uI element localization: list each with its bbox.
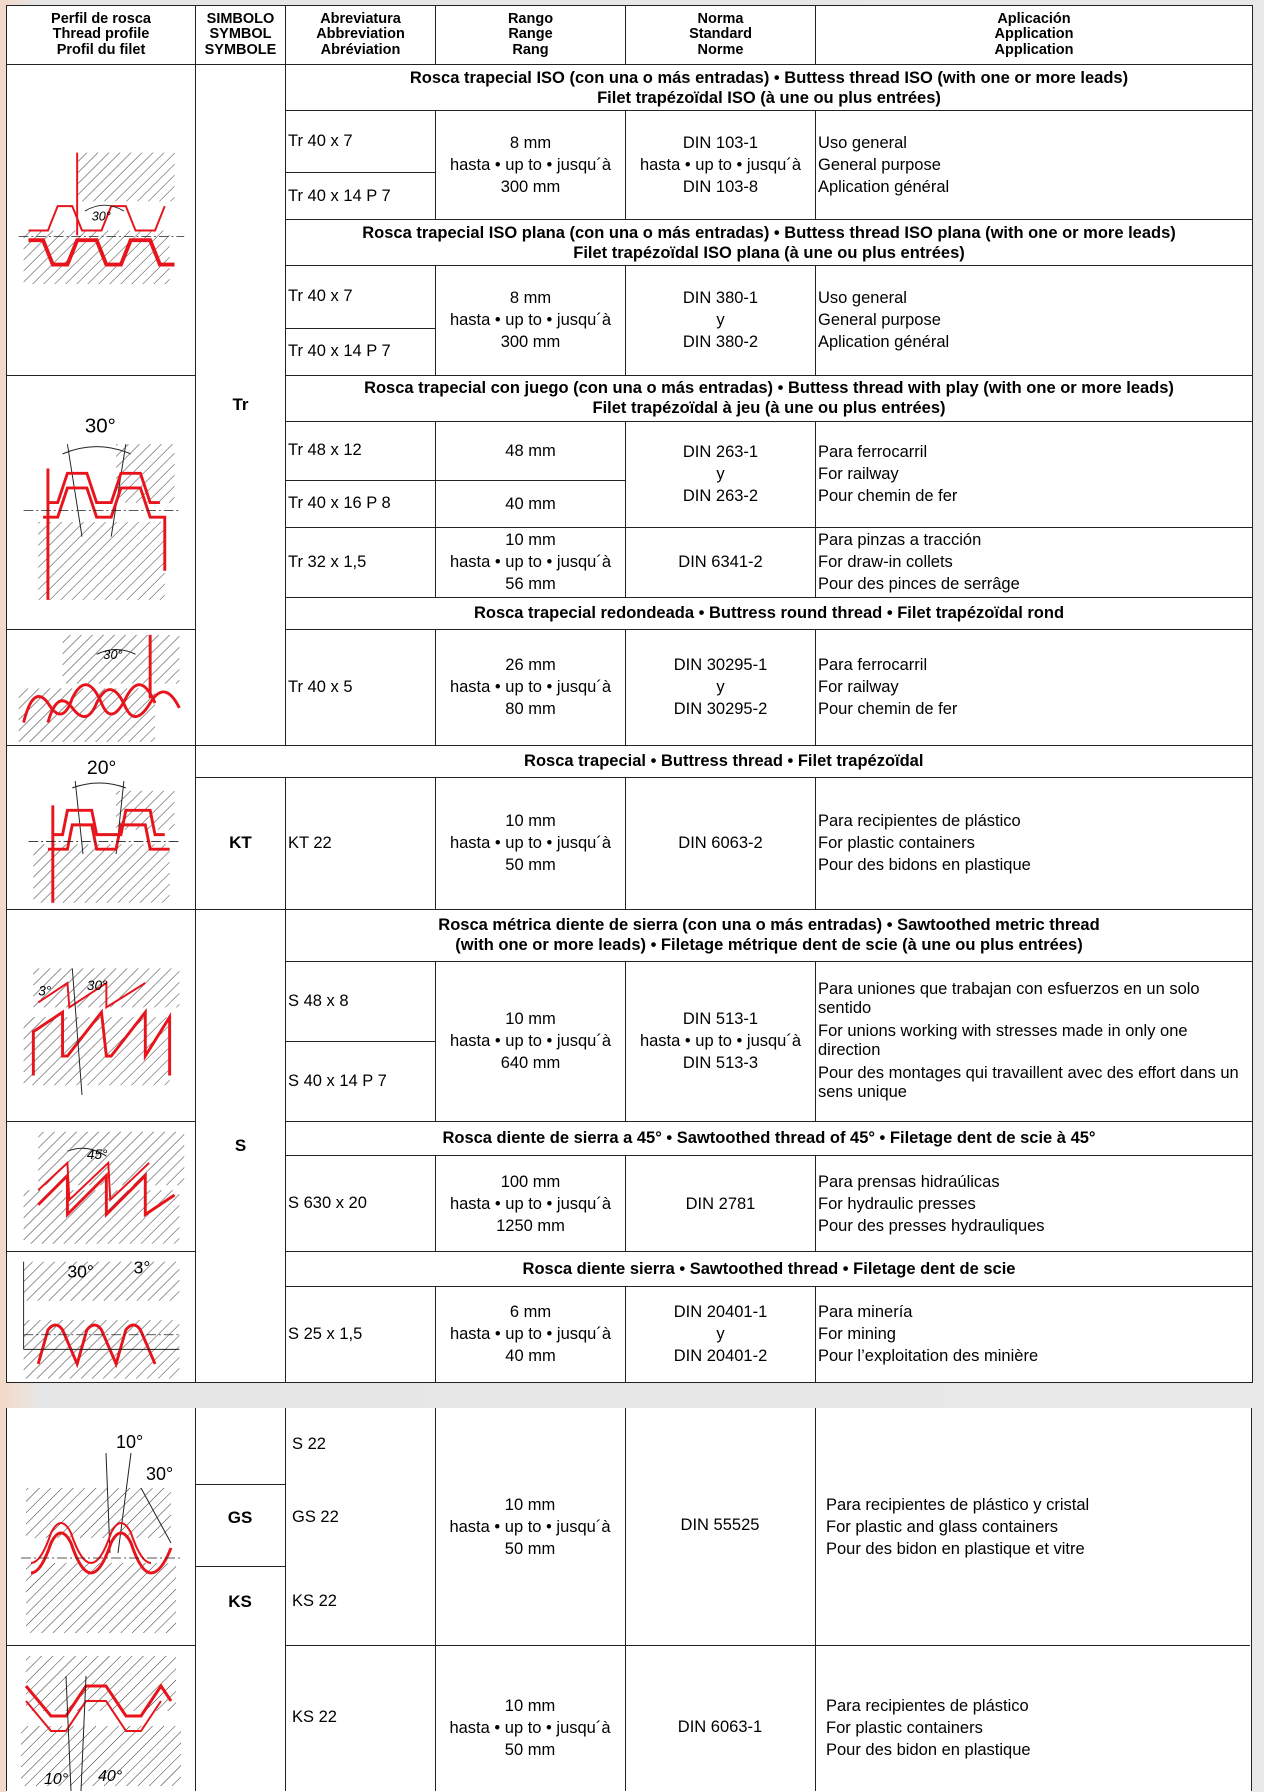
section-title-sawtooth-45: Rosca diente de sierra a 45° • Sawtoothed thread of 45° • Filetage dent de scie à 45° xyxy=(286,1121,1253,1156)
application-cell: Para pinzas a tracción For draw-in collets Pour des pinces de serrâge xyxy=(816,527,1253,597)
header-standard: Norma Standard Norme xyxy=(626,6,816,65)
buttress-20-thread-icon xyxy=(9,747,193,908)
range-cell: 10 mm hasta • up to • jusqu´à 50 mm xyxy=(449,1697,611,1759)
abbr-cell: GS 22 xyxy=(292,1508,339,1526)
abbr-cell: KS 22 xyxy=(292,1708,337,1726)
abbr-cell: Tr 40 x 16 P 8 xyxy=(286,480,436,527)
abbr-cell: Tr 48 x 12 xyxy=(286,421,436,480)
norm-cell: DIN 6063-2 xyxy=(626,777,816,909)
svg-text:30°: 30° xyxy=(67,1261,94,1282)
svg-text:30°: 30° xyxy=(91,209,111,224)
range-cell: 26 mm hasta • up to • jusqu´à 80 mm xyxy=(436,629,626,745)
application-cell: Para recipientes de plástico For plastic containers Pour des bidons en plastique xyxy=(816,777,1253,909)
abbr-cell: KS 22 xyxy=(292,1592,337,1610)
svg-text:20°: 20° xyxy=(86,757,117,780)
section-title-play: Rosca trapecial con juego (con una o más entradas) • Buttess thread with play (with one or more leads) Filet trapézoïdal à jeu (à une ou plus entrées) xyxy=(286,375,1253,421)
norm-cell: DIN 6341-2 xyxy=(626,527,816,597)
norm-cell: DIN 380-1 y DIN 380-2 xyxy=(626,266,816,375)
section-title-iso: Rosca trapecial ISO (con una o más entradas) • Buttess thread ISO (with one or more leads) Filet trapézoïdal ISO (à une ou plus entrées) xyxy=(286,65,1253,111)
profile-figure-5 xyxy=(7,909,196,1121)
header-range: Rango Range Rang xyxy=(436,6,626,65)
section-title-sawtooth: Rosca diente sierra • Sawtoothed thread • Filetage dent de scie xyxy=(286,1252,1253,1287)
round-thread-icon xyxy=(9,630,193,745)
abbr-cell: KT 22 xyxy=(286,777,436,909)
container-thread-figure xyxy=(6,1408,195,1645)
profile-figure-7 xyxy=(7,1252,196,1382)
section-title-buttress: Rosca trapecial • Buttress thread • Filet trapézoïdal xyxy=(286,745,1253,777)
svg-text:40°: 40° xyxy=(98,1768,123,1785)
svg-text:10°: 10° xyxy=(44,1771,69,1788)
application-cell: Para recipientes de plástico For plastic containers Pour des bidon en plastique xyxy=(826,1697,1031,1759)
application-cell: Para prensas hidraúlicas For hydraulic presses Pour des presses hydrauliques xyxy=(816,1156,1253,1252)
norm-cell: DIN 2781 xyxy=(626,1156,816,1252)
svg-text:10°: 10° xyxy=(116,1432,144,1452)
range-cell: 6 mm hasta • up to • jusqu´à 40 mm xyxy=(436,1286,626,1382)
symbol-gs: GS xyxy=(227,1508,253,1527)
range-cell: 100 mm hasta • up to • jusqu´à 1250 mm xyxy=(436,1156,626,1252)
header-abbreviation: Abreviatura Abbreviation Abréviation xyxy=(286,6,436,65)
range-cell: 10 mm hasta • up to • jusqu´à 56 mm xyxy=(436,527,626,597)
norm-cell: DIN 6063-1 xyxy=(677,1718,763,1736)
abbr-cell: S 22 xyxy=(292,1435,326,1453)
svg-text:30°: 30° xyxy=(84,414,116,438)
header-profile: Perfil de rosca Thread profile Profil du filet xyxy=(7,6,196,65)
application-cell: Para ferrocarril For railway Pour chemin de fer xyxy=(816,421,1253,527)
application-cell: Para minería For mining Pour l’exploitation des minière xyxy=(816,1286,1253,1382)
symbol-s: S xyxy=(196,909,286,1382)
sawtooth-thread-icon xyxy=(9,1252,193,1381)
norm-cell: DIN 30295-1 y DIN 30295-2 xyxy=(626,629,816,745)
thread-table-sheet xyxy=(6,5,1253,1383)
norm-cell: DIN 103-1 hasta • up to • jusqu´à DIN 103-8 xyxy=(626,111,816,220)
abbr-cell: Tr 40 x 7 xyxy=(286,266,436,328)
svg-text:3°: 3° xyxy=(133,1257,151,1278)
norm-cell: DIN 55525 xyxy=(680,1516,760,1534)
profile-figure-6 xyxy=(7,1121,196,1251)
symbol-kt: KT xyxy=(196,777,286,909)
trapezoidal-iso-thread-icon xyxy=(9,65,193,375)
symbol-tr: Tr xyxy=(196,65,286,746)
symbol-ks: KS xyxy=(228,1592,252,1611)
profile-figure-2 xyxy=(7,375,196,629)
thread-table xyxy=(6,5,1253,746)
svg-text:30°: 30° xyxy=(146,1464,174,1484)
range-cell: 10 mm hasta • up to • jusqu´à 50 mm xyxy=(449,1496,611,1558)
abbr-cell: Tr 40 x 14 P 7 xyxy=(286,328,436,375)
abbr-cell: S 25 x 1,5 xyxy=(286,1286,436,1382)
ks-thread-figure xyxy=(6,1646,195,1791)
header-application: Aplicación Application Application xyxy=(816,6,1253,65)
section-title-iso-plana: Rosca trapecial ISO plana (con una o más entradas) • Buttess thread ISO plana (with one or more leads) Filet trapézoïdal ISO plana (à une ou plus entrées) xyxy=(286,220,1253,266)
svg-text:3°: 3° xyxy=(38,984,52,1000)
abbr-cell: Tr 40 x 5 xyxy=(286,629,436,745)
range-cell: 8 mm hasta • up to • jusqu´à 300 mm xyxy=(436,111,626,220)
application-cell: Uso general General purpose Aplication général xyxy=(816,266,1253,375)
norm-cell: DIN 20401-1 y DIN 20401-2 xyxy=(626,1286,816,1382)
abbr-cell: Tr 40 x 14 P 7 xyxy=(286,173,436,220)
lower-block xyxy=(6,1408,1252,1792)
abbr-cell: Tr 40 x 7 xyxy=(286,111,436,173)
header-symbol: SIMBOLO SYMBOL SYMBOLE xyxy=(196,6,286,65)
trapezoidal-play-thread-icon xyxy=(9,376,193,629)
profile-figure-3 xyxy=(7,629,196,745)
norm-cell: DIN 263-1 y DIN 263-2 xyxy=(626,421,816,527)
sawtooth-metric-thread-icon xyxy=(9,910,193,1119)
application-cell: Para recipientes de plástico y cristal For plastic and glass containers Pour des bidon en plastique et vitre xyxy=(826,1496,1090,1558)
svg-text:45°: 45° xyxy=(86,1146,108,1162)
section-title-round: Rosca trapecial redondeada • Buttress round thread • Filet trapézoïdal rond xyxy=(286,597,1253,629)
application-cell: Para ferrocarril For railway Pour chemin de fer xyxy=(816,629,1253,745)
norm-cell: DIN 513-1 hasta • up to • jusqu´à DIN 513-3 xyxy=(626,961,816,1121)
svg-text:30°: 30° xyxy=(86,978,108,994)
range-cell: 48 mm xyxy=(436,421,626,480)
range-cell: 40 mm xyxy=(436,480,626,527)
range-cell: 10 mm hasta • up to • jusqu´à 640 mm xyxy=(436,961,626,1121)
range-cell: 8 mm hasta • up to • jusqu´à 300 mm xyxy=(436,266,626,375)
sawtooth-45-thread-icon xyxy=(9,1122,193,1251)
profile-figure-4 xyxy=(7,745,196,909)
abbr-cell: Tr 32 x 1,5 xyxy=(286,527,436,597)
thread-table-lower xyxy=(6,745,1253,1383)
application-cell: Uso general General purpose Aplication général xyxy=(816,111,1253,220)
application-cell: Para uniones que trabajan con esfuerzos en un solo sentido For unions working with stresses made in only one direction Pour des montages qui travaillent avec des effort dans un sens unique xyxy=(816,961,1253,1121)
range-cell: 10 mm hasta • up to • jusqu´à 50 mm xyxy=(436,777,626,909)
section-title-sawtooth-metric: Rosca métrica diente de sierra (con una o más entradas) • Sawtoothed metric thread (with one or more leads) • Filetage métrique dent de scie (à une ou plus entrées) xyxy=(286,909,1253,961)
header-row xyxy=(7,6,1253,65)
profile-figure-1 xyxy=(7,65,196,376)
svg-text:30°: 30° xyxy=(103,647,123,662)
abbr-cell: S 630 x 20 xyxy=(286,1156,436,1252)
abbr-cell: S 40 x 14 P 7 xyxy=(286,1041,436,1121)
abbr-cell: S 48 x 8 xyxy=(286,961,436,1041)
